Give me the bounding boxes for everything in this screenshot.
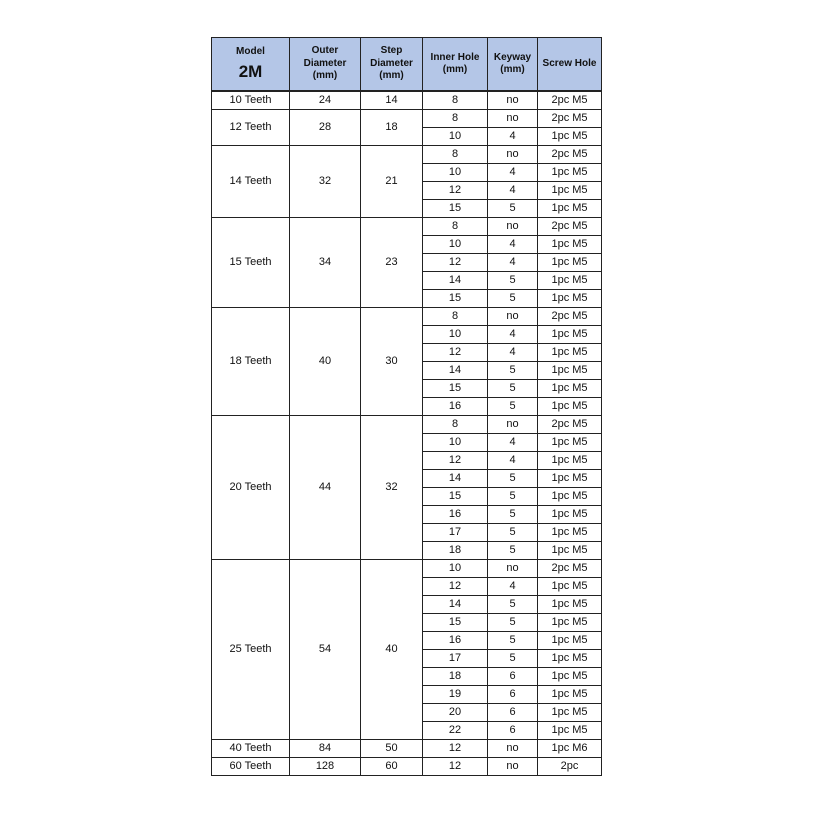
- header-step-line2: Diameter: [370, 57, 413, 69]
- screw-hole-cell: 1pc M5: [538, 398, 602, 416]
- screw-hole-cell: 1pc M5: [538, 488, 602, 506]
- keyway-cell: 6: [488, 686, 538, 704]
- step-diameter-cell: 18: [361, 110, 423, 146]
- screw-hole-cell: 1pc M5: [538, 236, 602, 254]
- inner-hole-cell: 22: [423, 722, 488, 740]
- keyway-cell: no: [488, 740, 538, 758]
- keyway-cell: 6: [488, 704, 538, 722]
- keyway-cell: 4: [488, 182, 538, 200]
- inner-hole-cell: 10: [423, 434, 488, 452]
- inner-hole-cell: 12: [423, 452, 488, 470]
- outer-diameter-cell: 128: [290, 758, 361, 776]
- screw-hole-cell: 1pc M5: [538, 254, 602, 272]
- inner-hole-cell: 14: [423, 470, 488, 488]
- inner-hole-cell: 8: [423, 146, 488, 164]
- keyway-cell: 4: [488, 578, 538, 596]
- outer-diameter-cell: 40: [290, 308, 361, 416]
- keyway-cell: 5: [488, 200, 538, 218]
- inner-hole-cell: 16: [423, 632, 488, 650]
- table-row: [212, 146, 602, 164]
- keyway-cell: 5: [488, 524, 538, 542]
- screw-hole-cell: 2pc M5: [538, 416, 602, 434]
- inner-hole-cell: 12: [423, 758, 488, 776]
- model-cell: 10 Teeth: [212, 91, 290, 110]
- inner-hole-cell: 14: [423, 362, 488, 380]
- header-screw-label: Screw Hole: [542, 57, 597, 69]
- keyway-cell: 4: [488, 344, 538, 362]
- keyway-cell: 5: [488, 596, 538, 614]
- keyway-cell: 4: [488, 236, 538, 254]
- inner-hole-cell: 14: [423, 272, 488, 290]
- keyway-cell: 5: [488, 290, 538, 308]
- screw-hole-cell: 1pc M5: [538, 722, 602, 740]
- inner-hole-cell: 15: [423, 380, 488, 398]
- header-outer-line1: Outer: [311, 45, 339, 57]
- screw-hole-cell: 2pc M5: [538, 308, 602, 326]
- header-outer-diameter: [290, 38, 361, 92]
- header-model: [212, 38, 290, 92]
- inner-hole-cell: 12: [423, 578, 488, 596]
- screw-hole-cell: 1pc M5: [538, 704, 602, 722]
- model-cell: 14 Teeth: [212, 146, 290, 218]
- step-diameter-cell: 23: [361, 218, 423, 308]
- table-row: [212, 740, 602, 758]
- screw-hole-cell: 1pc M5: [538, 164, 602, 182]
- screw-hole-cell: 1pc M5: [538, 596, 602, 614]
- keyway-cell: no: [488, 218, 538, 236]
- header-step-diameter: [361, 38, 423, 92]
- inner-hole-cell: 12: [423, 344, 488, 362]
- header-inner-line1: Inner Hole: [430, 51, 480, 63]
- header-step-line1: Step: [380, 45, 403, 57]
- inner-hole-cell: 19: [423, 686, 488, 704]
- keyway-cell: 5: [488, 614, 538, 632]
- model-cell: 60 Teeth: [212, 758, 290, 776]
- keyway-cell: 5: [488, 380, 538, 398]
- inner-hole-cell: 15: [423, 200, 488, 218]
- keyway-cell: 4: [488, 452, 538, 470]
- keyway-cell: 5: [488, 488, 538, 506]
- header-keyway-line1: Keyway: [493, 51, 532, 63]
- screw-hole-cell: 1pc M6: [538, 740, 602, 758]
- keyway-cell: 6: [488, 668, 538, 686]
- outer-diameter-cell: 34: [290, 218, 361, 308]
- inner-hole-cell: 10: [423, 164, 488, 182]
- inner-hole-cell: 8: [423, 91, 488, 110]
- screw-hole-cell: 1pc M5: [538, 290, 602, 308]
- outer-diameter-cell: 44: [290, 416, 361, 560]
- outer-diameter-cell: 32: [290, 146, 361, 218]
- inner-hole-cell: 15: [423, 290, 488, 308]
- inner-hole-cell: 17: [423, 650, 488, 668]
- screw-hole-cell: 1pc M5: [538, 326, 602, 344]
- inner-hole-cell: 15: [423, 488, 488, 506]
- screw-hole-cell: 1pc M5: [538, 614, 602, 632]
- model-cell: 18 Teeth: [212, 308, 290, 416]
- step-diameter-cell: 40: [361, 560, 423, 740]
- screw-hole-cell: 1pc M5: [538, 632, 602, 650]
- header-model-label: Model: [236, 46, 265, 58]
- table-row: [212, 758, 602, 776]
- keyway-cell: 5: [488, 470, 538, 488]
- pulley-spec-table: [211, 37, 602, 776]
- screw-hole-cell: 1pc M5: [538, 506, 602, 524]
- screw-hole-cell: 1pc M5: [538, 470, 602, 488]
- table-row: [212, 110, 602, 128]
- table-row: [212, 416, 602, 434]
- inner-hole-cell: 8: [423, 416, 488, 434]
- keyway-cell: no: [488, 416, 538, 434]
- header-screw-hole: [538, 38, 602, 92]
- step-diameter-cell: 21: [361, 146, 423, 218]
- table-row: [212, 560, 602, 578]
- screw-hole-cell: 1pc M5: [538, 128, 602, 146]
- inner-hole-cell: 12: [423, 254, 488, 272]
- outer-diameter-cell: 24: [290, 91, 361, 110]
- screw-hole-cell: 1pc M5: [538, 344, 602, 362]
- keyway-cell: no: [488, 110, 538, 128]
- table-body: [212, 91, 602, 776]
- inner-hole-cell: 10: [423, 236, 488, 254]
- keyway-cell: 5: [488, 272, 538, 290]
- header-inner-line2: (mm): [442, 64, 468, 75]
- header-step-line3: (mm): [379, 70, 404, 82]
- inner-hole-cell: 8: [423, 110, 488, 128]
- step-diameter-cell: 14: [361, 91, 423, 110]
- step-diameter-cell: 60: [361, 758, 423, 776]
- model-cell: 40 Teeth: [212, 740, 290, 758]
- keyway-cell: no: [488, 91, 538, 110]
- inner-hole-cell: 10: [423, 326, 488, 344]
- inner-hole-cell: 20: [423, 704, 488, 722]
- keyway-cell: 5: [488, 542, 538, 560]
- header-outer-line3: (mm): [312, 70, 338, 82]
- screw-hole-cell: 1pc M5: [538, 668, 602, 686]
- inner-hole-cell: 18: [423, 668, 488, 686]
- keyway-cell: 4: [488, 254, 538, 272]
- screw-hole-cell: 2pc: [538, 758, 602, 776]
- keyway-cell: 6: [488, 722, 538, 740]
- screw-hole-cell: 1pc M5: [538, 578, 602, 596]
- keyway-cell: no: [488, 560, 538, 578]
- table-row: [212, 218, 602, 236]
- inner-hole-cell: 12: [423, 740, 488, 758]
- keyway-cell: 4: [488, 128, 538, 146]
- step-diameter-cell: 30: [361, 308, 423, 416]
- screw-hole-cell: 1pc M5: [538, 542, 602, 560]
- inner-hole-cell: 14: [423, 596, 488, 614]
- keyway-cell: 5: [488, 650, 538, 668]
- screw-hole-cell: 1pc M5: [538, 434, 602, 452]
- screw-hole-cell: 1pc M5: [538, 362, 602, 380]
- screw-hole-cell: 1pc M5: [538, 452, 602, 470]
- inner-hole-cell: 16: [423, 398, 488, 416]
- outer-diameter-cell: 84: [290, 740, 361, 758]
- model-cell: 20 Teeth: [212, 416, 290, 560]
- outer-diameter-cell: 28: [290, 110, 361, 146]
- keyway-cell: no: [488, 758, 538, 776]
- keyway-cell: 5: [488, 506, 538, 524]
- step-diameter-cell: 32: [361, 416, 423, 560]
- keyway-cell: no: [488, 146, 538, 164]
- step-diameter-cell: 50: [361, 740, 423, 758]
- table-row: [212, 308, 602, 326]
- header-outer-line2: Diameter: [303, 57, 347, 69]
- screw-hole-cell: 2pc M5: [538, 91, 602, 110]
- keyway-cell: 4: [488, 434, 538, 452]
- table-row: [212, 91, 602, 110]
- header-inner-hole: [423, 38, 488, 92]
- keyway-cell: 5: [488, 632, 538, 650]
- screw-hole-cell: 1pc M5: [538, 524, 602, 542]
- keyway-cell: 4: [488, 164, 538, 182]
- screw-hole-cell: 2pc M5: [538, 110, 602, 128]
- screw-hole-cell: 1pc M5: [538, 272, 602, 290]
- screw-hole-cell: 1pc M5: [538, 182, 602, 200]
- screw-hole-cell: 2pc M5: [538, 560, 602, 578]
- screw-hole-cell: 1pc M5: [538, 686, 602, 704]
- model-cell: 25 Teeth: [212, 560, 290, 740]
- inner-hole-cell: 15: [423, 614, 488, 632]
- model-cell: 12 Teeth: [212, 110, 290, 146]
- header-keyway-line2: (mm): [500, 64, 525, 75]
- screw-hole-cell: 1pc M5: [538, 200, 602, 218]
- inner-hole-cell: 17: [423, 524, 488, 542]
- outer-diameter-cell: 54: [290, 560, 361, 740]
- inner-hole-cell: 18: [423, 542, 488, 560]
- screw-hole-cell: 2pc M5: [538, 146, 602, 164]
- inner-hole-cell: 10: [423, 560, 488, 578]
- screw-hole-cell: 1pc M5: [538, 650, 602, 668]
- model-cell: 15 Teeth: [212, 218, 290, 308]
- keyway-cell: 5: [488, 362, 538, 380]
- screw-hole-cell: 2pc M5: [538, 218, 602, 236]
- inner-hole-cell: 8: [423, 218, 488, 236]
- inner-hole-cell: 10: [423, 128, 488, 146]
- header-model-value: 2M: [238, 61, 263, 81]
- keyway-cell: 4: [488, 326, 538, 344]
- inner-hole-cell: 8: [423, 308, 488, 326]
- inner-hole-cell: 16: [423, 506, 488, 524]
- inner-hole-cell: 12: [423, 182, 488, 200]
- keyway-cell: 5: [488, 398, 538, 416]
- screw-hole-cell: 1pc M5: [538, 380, 602, 398]
- keyway-cell: no: [488, 308, 538, 326]
- header-row: [212, 38, 602, 92]
- header-keyway: [488, 38, 538, 92]
